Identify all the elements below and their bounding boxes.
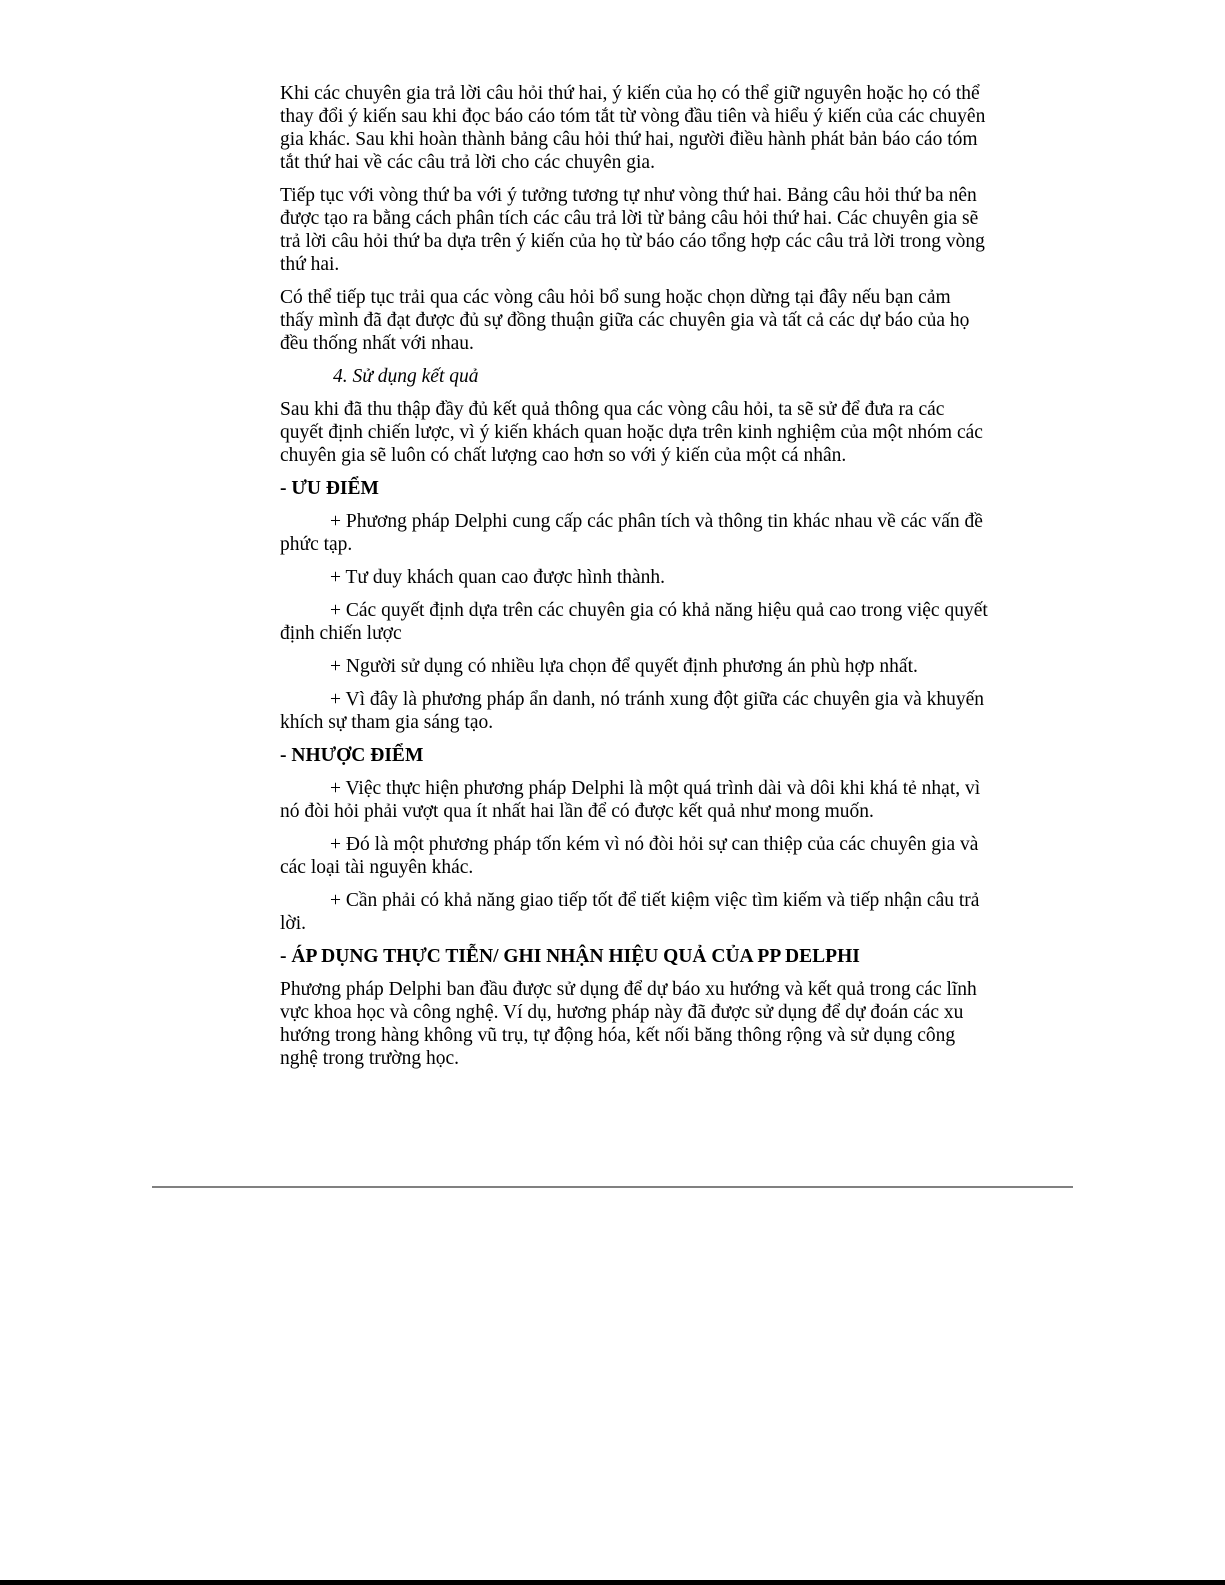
disadvantage-item: + Đó là một phương pháp tốn kém vì nó đòi hỏi sự can thiệp của các chuyên gia và các loại tài nguyên khác.: [280, 834, 979, 878]
paragraph-use-results: Sau khi đã thu thập đầy đủ kết quả thông qua các vòng câu hỏi, ta sẽ sử để đưa ra các quyết định chiến lược, vì ý kiến khách quan hoặc dựa trên kinh nghiệm của một nhóm các chuyên gia sẽ luôn có chất lượng cao hơn so với ý kiến của một cá nhân.: [280, 399, 983, 466]
disadvantage-item: + Cần phải có khả năng giao tiếp tốt để tiết kiệm việc tìm kiếm và tiếp nhận câu trả lời.: [280, 890, 980, 934]
advantage-item: + Vì đây là phương pháp ẩn danh, nó tránh xung đột giữa các chuyên gia và khuyến khích sự tham gia sáng tạo.: [280, 689, 985, 733]
advantage-item: + Người sử dụng có nhiều lựa chọn để quyết định phương án phù hợp nhất.: [330, 656, 918, 677]
heading-practical-application: - ÁP DỤNG THỰC TIỄN/ GHI NHẬN HIỆU QUẢ CỦA PP DELPHI: [280, 946, 860, 967]
paragraph-round-two: Khi các chuyên gia trả lời câu hỏi thứ hai, ý kiến của họ có thể giữ nguyên hoặc họ có thể thay đổi ý kiến sau khi đọc báo cáo tóm tắt từ vòng đầu tiên và hiểu ý kiến của các chuyên gia khác. Sau khi hoàn thành bảng câu hỏi thứ hai, người điều hành phát bản báo cáo tóm tắt thứ hai về các câu trả lời cho các chuyên gia.: [280, 83, 986, 173]
heading-advantages: - ƯU ĐIỂM: [280, 478, 379, 499]
section-heading-use-results: 4. Sử dụng kết quả: [333, 366, 479, 387]
paragraph-additional-rounds: Có thể tiếp tục trải qua các vòng câu hỏi bổ sung hoặc chọn dừng tại đây nếu bạn cảm thấy mình đã đạt được đủ sự đồng thuận giữa các chuyên gia và tất cả các dự báo của họ đều thống nhất với nhau.: [280, 287, 970, 354]
disadvantage-item: + Việc thực hiện phương pháp Delphi là một quá trình dài và dôi khi khá tẻ nhạt, vì nó đòi hỏi phải vượt qua ít nhất hai lần để có được kết quả như mong muốn.: [280, 778, 981, 822]
paragraph-practical-application: Phương pháp Delphi ban đầu được sử dụng để dự báo xu hướng và kết quả trong các lĩnh vực khoa học và công nghệ. Ví dụ, hương pháp này đã được sử dụng để dự đoán các xu hướng trong hàng không vũ trụ, tự động hóa, kết nối băng thông rộng và sử dụng công nghệ trong trường học.: [280, 979, 977, 1069]
advantage-item: + Phương pháp Delphi cung cấp các phân tích và thông tin khác nhau về các vấn đề phức tạp.: [280, 511, 983, 555]
document-text-column: [280, 82, 988, 1080]
paragraph-round-three: Tiếp tục với vòng thứ ba với ý tưởng tương tự như vòng thứ hai. Bảng câu hỏi thứ ba nên được tạo ra bằng cách phân tích các câu trả lời từ bảng câu hỏi thứ hai. Các chuyên gia sẽ trả lời câu hỏi thứ ba dựa trên ý kiến của họ từ báo cáo tổng hợp các câu trả lời trong vòng thứ hai.: [280, 185, 985, 275]
heading-disadvantages: - NHƯỢC ĐIỂM: [280, 745, 424, 766]
horizontal-divider: [152, 1186, 1073, 1188]
page-bottom-edge-bar: [0, 1580, 1225, 1585]
advantage-item: + Tư duy khách quan cao được hình thành.: [330, 567, 666, 588]
advantage-item: + Các quyết định dựa trên các chuyên gia có khả năng hiệu quả cao trong việc quyết định chiến lược: [280, 600, 988, 644]
